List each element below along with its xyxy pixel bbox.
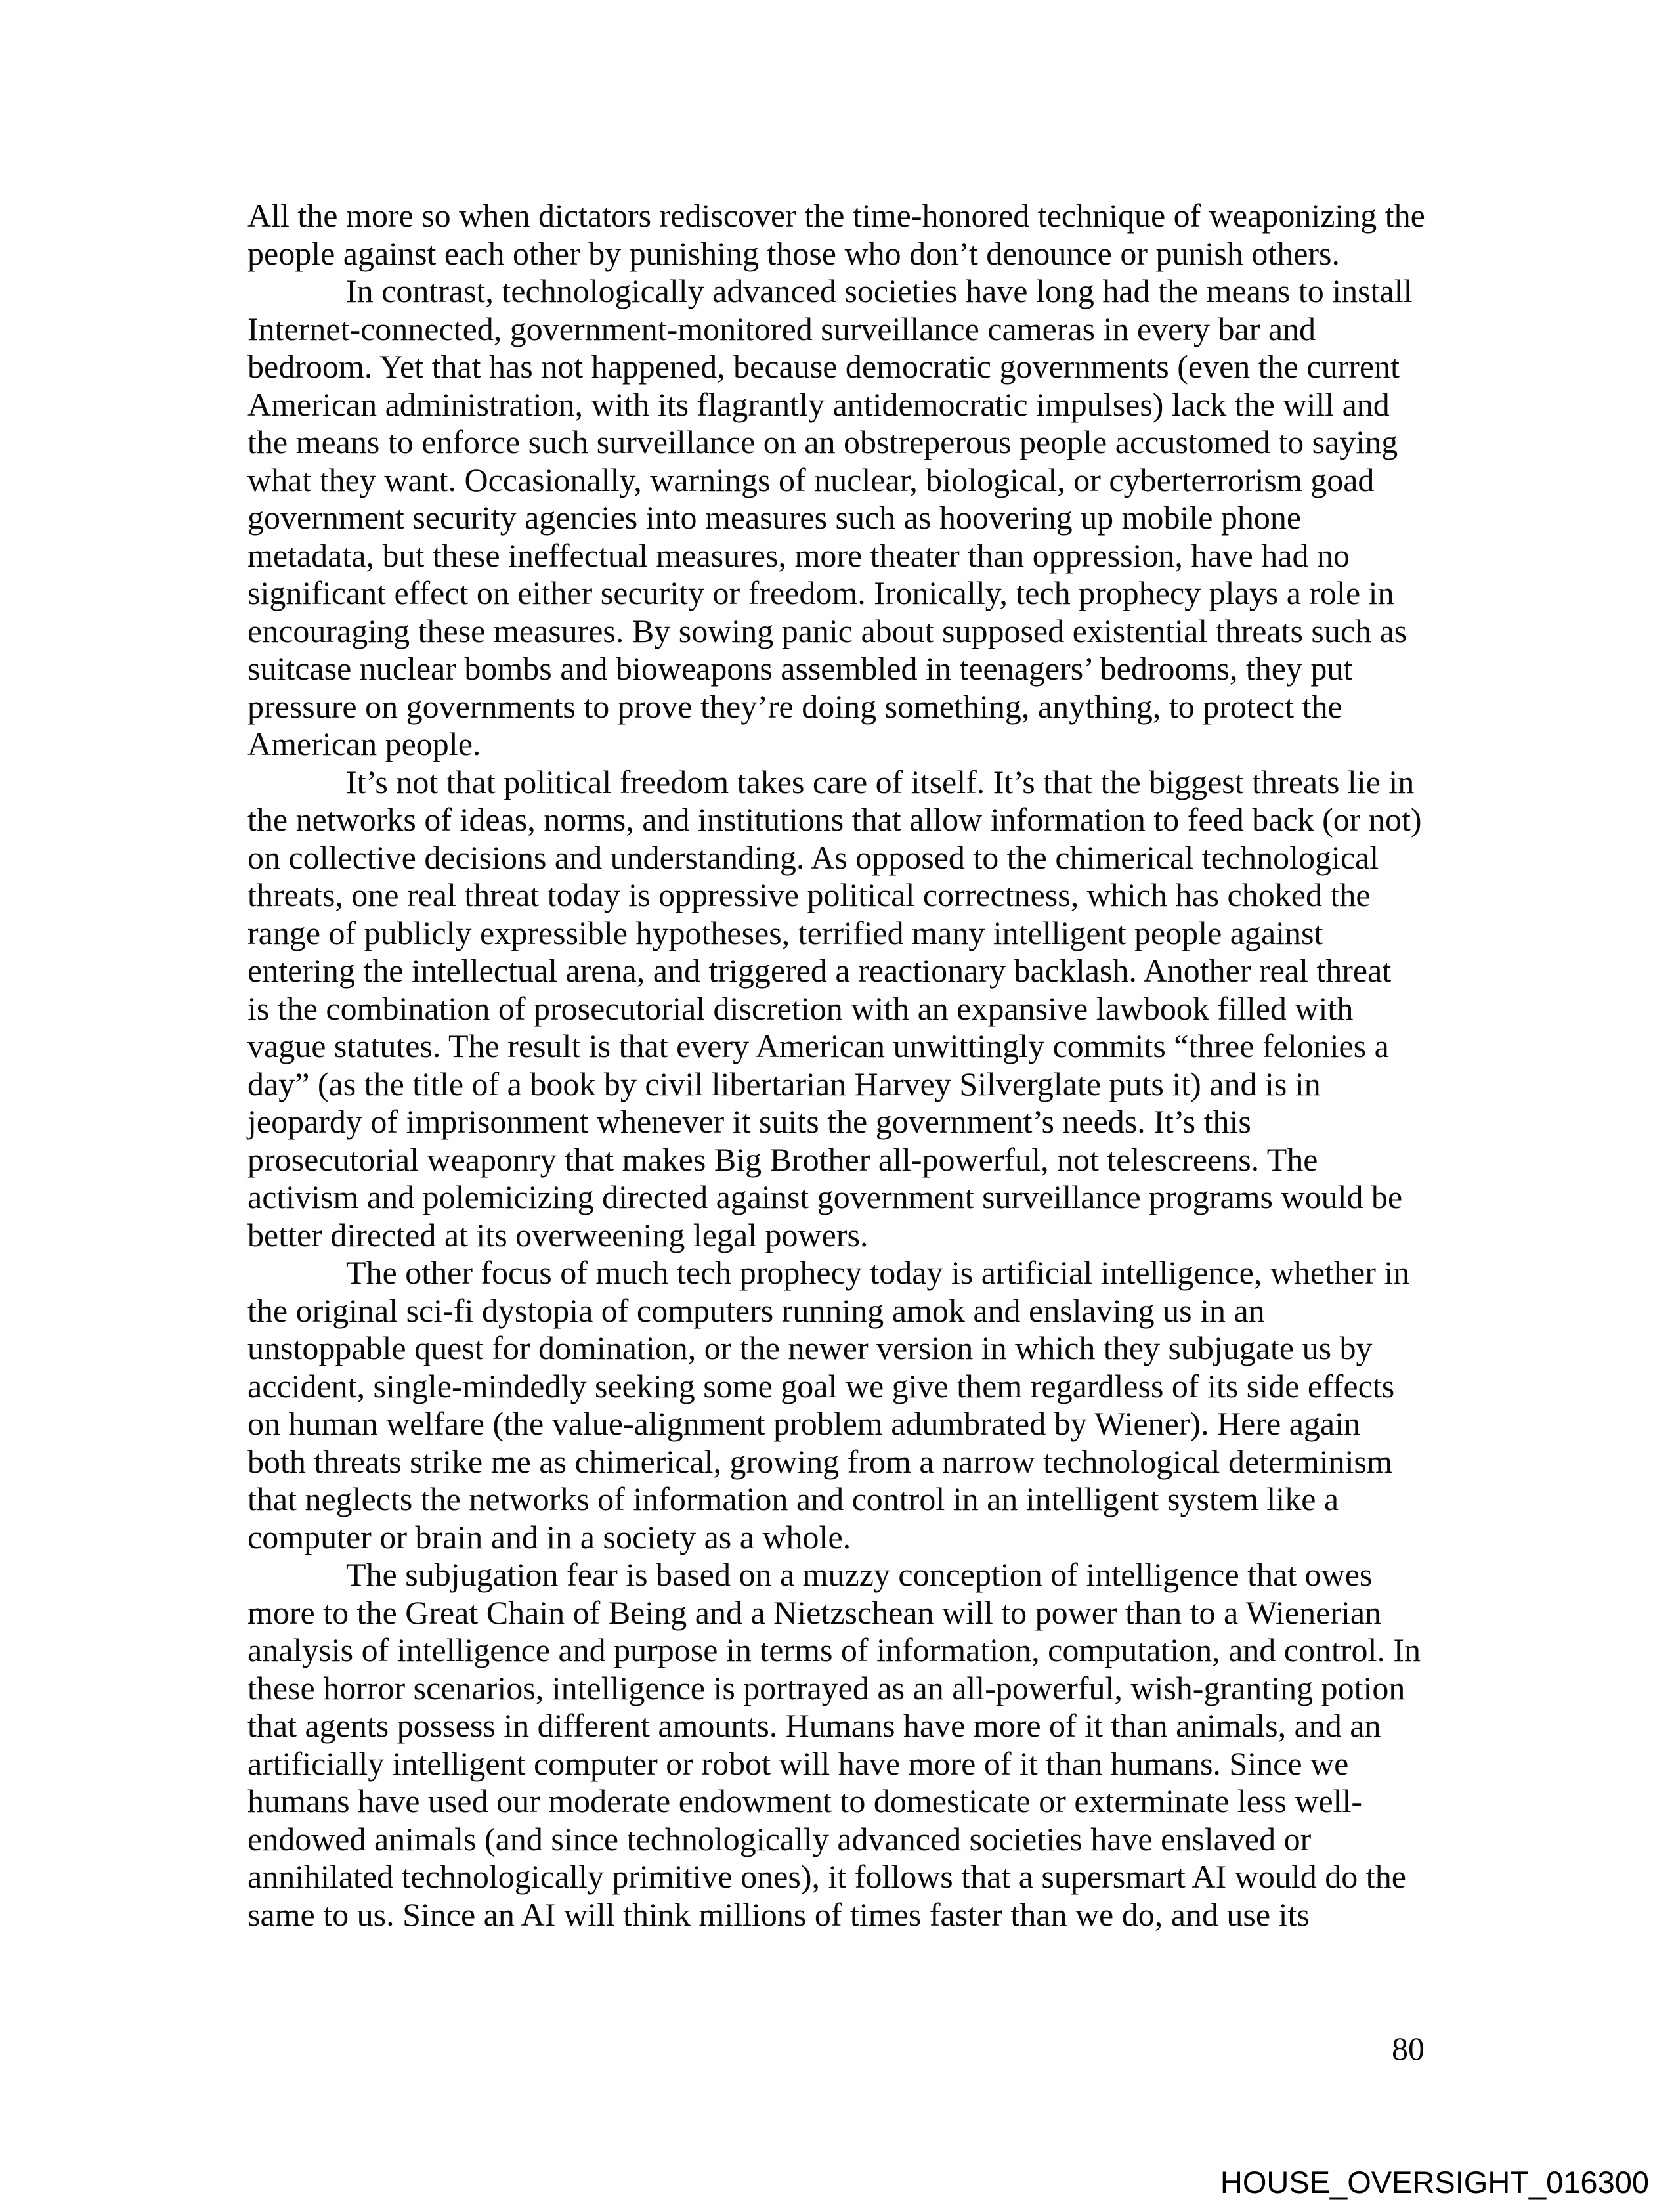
- text-line: threats, one real threat today is oppressive political correctness, which has choked the: [247, 877, 1371, 913]
- text-line: that neglects the networks of information and control in an intelligent system like a: [247, 1481, 1339, 1517]
- text-line: pressure on governments to prove they’re doing something, anything, to protect the: [247, 687, 1342, 725]
- page-number: 80: [1392, 2030, 1425, 2067]
- text-line: American administration, with its flagrantly antidemocratic impulses) lack the will and: [247, 385, 1390, 423]
- text-line: It’s not that political freedom takes care of itself. It’s that the biggest threats lie in: [346, 763, 1415, 800]
- text-line: accident, single-mindedly seeking some goal we give them regardless of its side effects: [247, 1367, 1395, 1404]
- text-line: All the more so when dictators rediscover the time-honored technique of weaponizing the: [247, 197, 1425, 234]
- text-line: same to us. Since an AI will think millions of times faster than we do, and use its: [247, 1896, 1310, 1933]
- paragraph: [247, 197, 1436, 272]
- text-line: metadata, but these ineffectual measures, more theater than oppression, have had no: [247, 536, 1350, 574]
- text-line: artificially intelligent computer or robot will have more of it than humans. Since we: [247, 1745, 1349, 1782]
- text-line: on human welfare (the value-alignment problem adumbrated by Wiener). Here again: [247, 1405, 1360, 1442]
- text-line: humans have used our moderate endowment to domesticate or exterminate less well-: [247, 1783, 1363, 1819]
- text-line: encouraging these measures. By sowing panic about supposed existential threats such as: [247, 612, 1407, 649]
- text-line: prosecutorial weaponry that makes Big Brother all-powerful, not telescreens. The: [247, 1140, 1318, 1178]
- text-line: the original sci-fi dystopia of computers running amok and enslaving us in an: [247, 1291, 1265, 1329]
- text-line: The other focus of much tech prophecy today is artificial intelligence, whether in: [346, 1254, 1410, 1291]
- body-text: [247, 197, 1436, 1934]
- text-line: day” (as the title of a book by civil libertarian Harvey Silverglate puts it) and is in: [247, 1065, 1321, 1102]
- text-line: suitcase nuclear bombs and bioweapons assembled in teenagers’ bedrooms, they put: [247, 650, 1353, 687]
- text-line: the means to enforce such surveillance on an obstreperous people accustomed to saying: [247, 423, 1398, 460]
- text-line: activism and polemicizing directed against government surveillance programs would be: [247, 1179, 1403, 1215]
- text-line: range of publicly expressible hypotheses, terrified many intelligent people against: [247, 914, 1323, 951]
- text-line: Internet-connected, government-monitored surveillance cameras in every bar and: [247, 310, 1316, 347]
- text-line: government security agencies into measures such as hoovering up mobile phone: [247, 499, 1302, 536]
- text-line: The subjugation fear is based on a muzzy conception of intelligence that owes: [346, 1556, 1373, 1593]
- text-line: that agents possess in different amounts. Humans have more of it than animals, and an: [247, 1707, 1381, 1744]
- text-line: computer or brain and in a society as a whole.: [247, 1518, 851, 1555]
- text-line: what they want. Occasionally, warnings of nuclear, biological, or cyberterrorism goad: [247, 461, 1375, 498]
- text-line: vague statutes. The result is that every American unwittingly commits “three felonies a: [247, 1028, 1389, 1064]
- text-line: entering the intellectual arena, and triggered a reactionary backlash. Another real threat: [247, 952, 1392, 989]
- text-line: better directed at its overweening legal powers.: [247, 1216, 869, 1253]
- paragraph: [247, 272, 1436, 764]
- text-line: these horror scenarios, intelligence is portrayed as an all-powerful, wish-granting potion: [247, 1669, 1406, 1706]
- text-line: American people.: [247, 726, 481, 762]
- bates-stamp: HOUSE_OVERSIGHT_016300: [1220, 2165, 1649, 2200]
- text-line: bedroom. Yet that has not happened, because democratic governments (even the current: [247, 348, 1400, 385]
- text-line: annihilated technologically primitive ones), it follows that a supersmart AI would do the: [247, 1858, 1406, 1895]
- text-line: analysis of intelligence and purpose in terms of information, computation, and control. In: [247, 1632, 1421, 1668]
- paragraph: [247, 1556, 1436, 1934]
- text-line: on collective decisions and understanding. As opposed to the chimerical technological: [247, 838, 1379, 876]
- text-line: more to the Great Chain of Being and a Nietzschean will to power than to a Wienerian: [247, 1594, 1382, 1631]
- text-line: In contrast, technologically advanced societies have long had the means to install: [346, 272, 1413, 309]
- text-line: the networks of ideas, norms, and institutions that allow information to feed back (or not): [247, 801, 1422, 838]
- text-line: endowed animals (and since technologically advanced societies have enslaved or: [247, 1820, 1312, 1857]
- text-line: significant effect on either security or freedom. Ironically, tech prophecy plays a role in: [247, 575, 1394, 611]
- text-line: unstoppable quest for domination, or the newer version in which they subjugate us by: [247, 1330, 1373, 1366]
- paragraph: [247, 764, 1436, 1255]
- paragraph: [247, 1254, 1436, 1556]
- text-line: jeopardy of imprisonment whenever it suits the government’s needs. It’s this: [247, 1103, 1251, 1140]
- text-line: people against each other by punishing those who don’t denounce or punish others.: [247, 234, 1341, 272]
- text-line: both threats strike me as chimerical, growing from a narrow technological determinism: [247, 1442, 1392, 1480]
- text-line: is the combination of prosecutorial discretion with an expansive lawbook filled with: [247, 989, 1354, 1027]
